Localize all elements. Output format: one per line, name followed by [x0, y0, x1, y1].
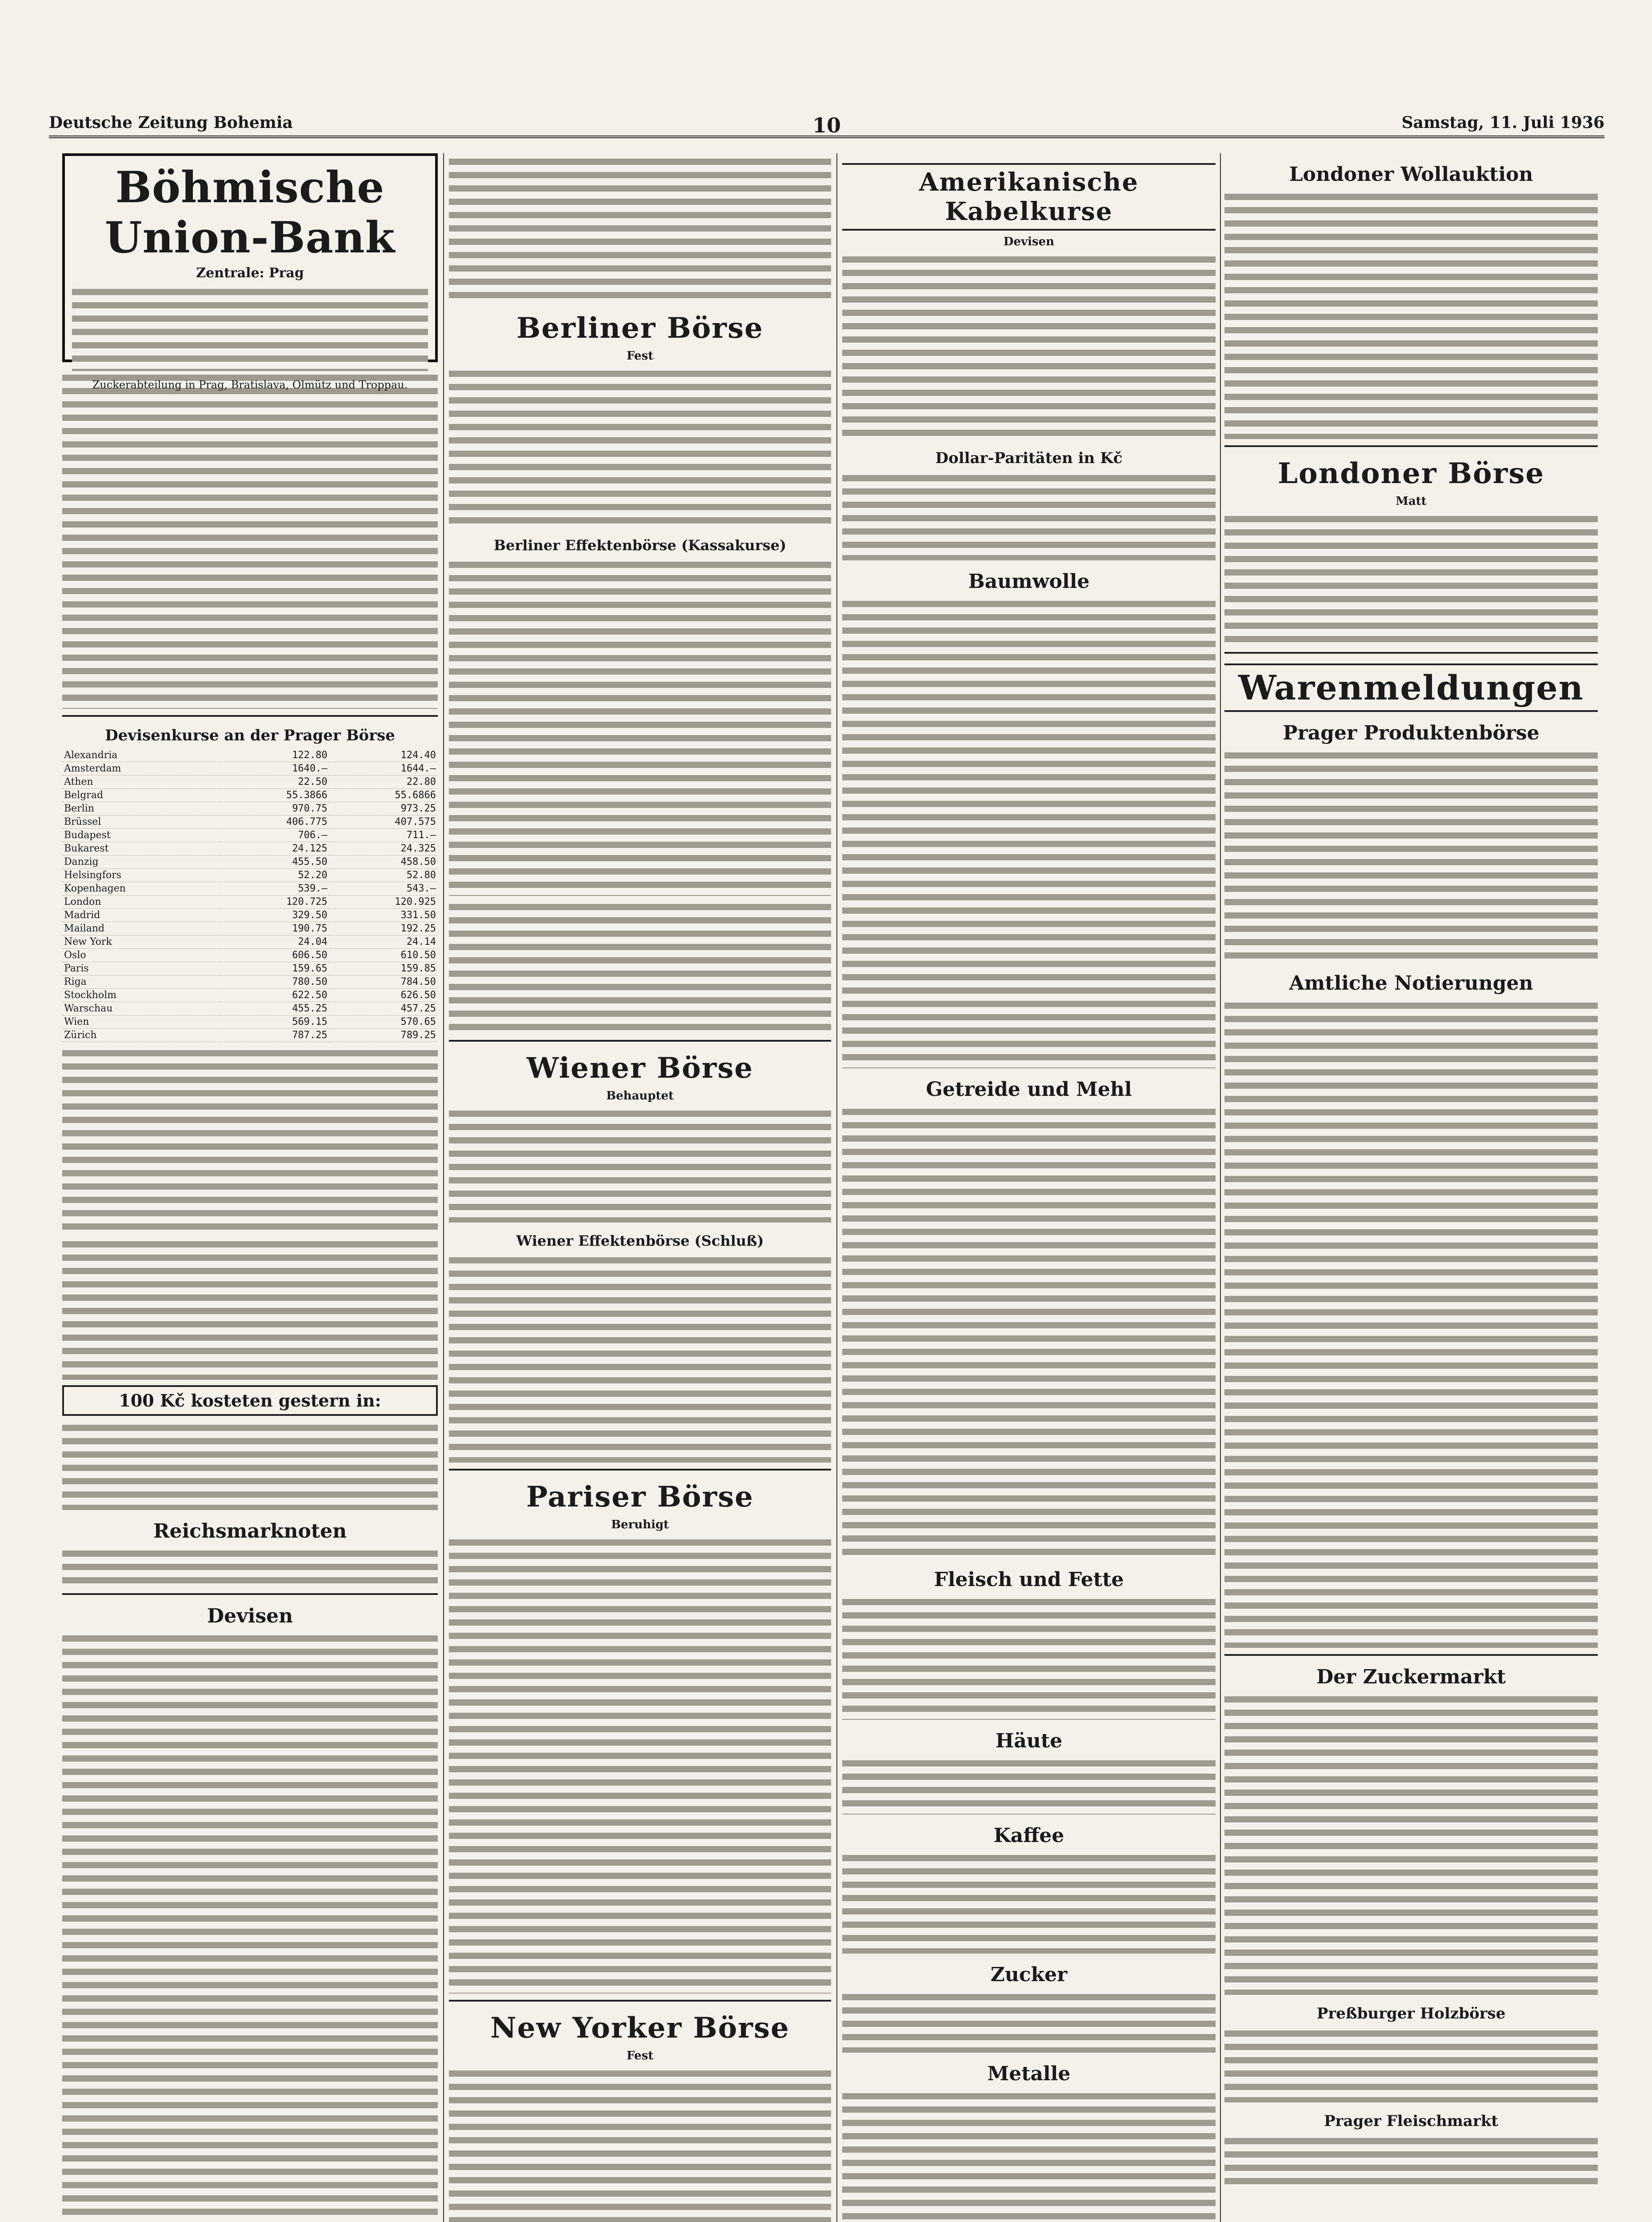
table-cell: Berlin: [62, 802, 220, 815]
metalle-text: [842, 2090, 1216, 2222]
fleischmarkt-text: [1224, 2134, 1598, 2188]
intro-text: [449, 155, 831, 302]
table-row: [62, 789, 438, 802]
table-cell: Belgrad: [62, 789, 220, 802]
table-row: [62, 895, 438, 909]
fleisch-text: [842, 1595, 1216, 1720]
wollauktion-text: [1224, 190, 1598, 439]
table-cell: 570.65: [329, 1015, 438, 1029]
bank-advertisement: [62, 153, 438, 391]
section-heading-wiener-boerse: Wiener Börse: [526, 1051, 754, 1085]
section-heading-zucker: Zucker: [990, 1963, 1068, 1986]
table-cell: 22.80: [329, 775, 438, 789]
devisen-text: [62, 1632, 438, 2222]
table-row: [62, 909, 438, 922]
getreide-text: [842, 1105, 1216, 1559]
zuckermarkt-text: [1224, 1693, 1598, 1995]
table-cell: 159.65: [220, 962, 329, 975]
bank-footer: Zuckerabteilung in Prag, Bratislava, Olmütz und Troppau.: [92, 379, 408, 391]
divider: [449, 1040, 831, 1042]
table-row: [62, 749, 438, 762]
divider: [449, 1469, 831, 1471]
table-cell: 789.25: [329, 1029, 438, 1042]
dollar-text: [842, 472, 1216, 560]
table-cell: 457.25: [329, 1002, 438, 1015]
pariser-subtitle: Beruhigt: [611, 1518, 669, 1531]
table-cell: 543.—: [329, 882, 438, 895]
table-cell: 539.—: [220, 882, 329, 895]
produkten-text: [1224, 749, 1598, 962]
issue-date: Samstag, 11. Juli 1936: [1401, 113, 1604, 132]
100kc-text: [62, 1421, 438, 1510]
table-cell: 970.75: [220, 802, 329, 815]
table-row: [62, 762, 438, 775]
table-cell: Amsterdam: [62, 762, 220, 775]
table-cell: 52.80: [329, 869, 438, 882]
table-row: [62, 922, 438, 935]
section-heading-berliner-boerse: Berliner Börse: [516, 312, 764, 345]
section-heading-reichsmarknoten: Reichsmarknoten: [153, 1520, 347, 1543]
wiener-table: [449, 1254, 831, 1463]
divider: [62, 1593, 438, 1595]
section-heading-devisen: Devisen: [207, 1605, 293, 1627]
table-cell: Brüssel: [62, 815, 220, 829]
table-cell: Alexandria: [62, 749, 220, 762]
section-heading-warenmeldungen: Warenmeldungen: [1224, 663, 1598, 712]
table-cell: 24.14: [329, 935, 438, 949]
table-cell: 159.85: [329, 962, 438, 975]
section-heading-devisenkurse: Devisenkurse an der Prager Börse: [105, 727, 395, 744]
table-cell: Danzig: [62, 855, 220, 869]
section-heading-baumwolle: Baumwolle: [968, 570, 1090, 593]
table-cell: 626.50: [329, 989, 438, 1002]
section-heading-fleischmarkt: Prager Fleischmarkt: [1324, 2112, 1498, 2130]
table-cell: Kopenhagen: [62, 882, 220, 895]
section-heading-pariser-boerse: Pariser Börse: [526, 1480, 754, 1514]
table-cell: Mailand: [62, 922, 220, 935]
column-1: [62, 153, 438, 2222]
wiener-subtitle: Behauptet: [606, 1089, 674, 1103]
divider: [1224, 445, 1598, 447]
table-cell: Budapest: [62, 829, 220, 842]
table-row: [62, 802, 438, 815]
table-cell: 787.25: [220, 1029, 329, 1042]
table-cell: 124.40: [329, 749, 438, 762]
divider: [1224, 652, 1598, 654]
table-cell: 622.50: [220, 989, 329, 1002]
section-heading-holzboerse: Preßburger Holzbörse: [1316, 2005, 1506, 2022]
section-heading-zuckermarkt: Der Zuckermarkt: [1316, 1666, 1506, 1688]
zucker-text: [842, 1990, 1216, 2053]
table-cell: New York: [62, 935, 220, 949]
kabelkurse-text: [842, 253, 1216, 440]
section-heading-dollar: Dollar-Paritäten in Kč: [935, 449, 1123, 467]
table-cell: 329.50: [220, 909, 329, 922]
section-heading-metalle: Metalle: [987, 2062, 1071, 2085]
table-cell: 711.—: [329, 829, 438, 842]
table-cell: Helsingfors: [62, 869, 220, 882]
section-heading-fleisch: Fleisch und Fette: [934, 1568, 1124, 1591]
table-cell: 22.50: [220, 775, 329, 789]
table-cell: 24.325: [329, 842, 438, 855]
kabel-subtitle: Devisen: [1003, 235, 1055, 248]
table-row: [62, 989, 438, 1002]
table-cell: 52.20: [220, 869, 329, 882]
table-row: [62, 869, 438, 882]
table-cell: Wien: [62, 1015, 220, 1029]
bank-branch-list: [72, 285, 428, 374]
table-cell: Stockholm: [62, 989, 220, 1002]
table-cell: Athen: [62, 775, 220, 789]
table-cell: 610.50: [329, 949, 438, 962]
reichsmarknoten-text: [62, 1547, 438, 1587]
table-cell: Paris: [62, 962, 220, 975]
banknoten-text: [62, 1238, 438, 1380]
section-heading-wiener-schluss: Wiener Effektenbörse (Schluß): [516, 1232, 764, 1249]
column-2: [449, 153, 831, 2222]
table-row: [62, 1015, 438, 1029]
table-cell: 569.15: [220, 1015, 329, 1029]
table-cell: Riga: [62, 975, 220, 989]
table-cell: 406.775: [220, 815, 329, 829]
divider: [1224, 1654, 1598, 1656]
pariser-text: [449, 1536, 831, 1994]
table-cell: Warschau: [62, 1002, 220, 1015]
berliner-subtitle: Fest: [626, 349, 654, 363]
table-cell: 120.925: [329, 895, 438, 909]
column-3: [842, 153, 1216, 2222]
table-cell: Zürich: [62, 1029, 220, 1042]
table-cell: 455.50: [220, 855, 329, 869]
banknoten-table: [62, 1047, 438, 1233]
section-heading-produktenboerse: Prager Produktenbörse: [1283, 722, 1540, 744]
bank-name: Böhmische Union-Bank: [104, 162, 396, 263]
bank-subtitle: Zentrale: Prag: [196, 265, 304, 281]
table-row: [62, 975, 438, 989]
section-heading-haeute: Häute: [995, 1730, 1063, 1752]
notierungen-table: [1224, 999, 1598, 1648]
table-row: [62, 935, 438, 949]
baumwolle-text: [842, 597, 1216, 1068]
column-4: [1224, 153, 1598, 2222]
table-row: [62, 1029, 438, 1042]
table-cell: 973.25: [329, 802, 438, 815]
newyorker-text: [449, 2067, 831, 2222]
haeute-text: [842, 1757, 1216, 1814]
londoner-text: [1224, 512, 1598, 646]
table-row: [62, 1002, 438, 1015]
table-cell: 1640.—: [220, 762, 329, 775]
table-row: [62, 842, 438, 855]
staatsanleihen-text: [62, 371, 438, 709]
table-cell: 24.04: [220, 935, 329, 949]
table-cell: 458.50: [329, 855, 438, 869]
table-row: [62, 949, 438, 962]
section-heading-effekten: Berliner Effektenbörse (Kassakurse): [493, 537, 787, 554]
newyorker-subtitle: Fest: [626, 2049, 654, 2062]
table-cell: 606.50: [220, 949, 329, 962]
table-cell: 190.75: [220, 922, 329, 935]
holz-text: [1224, 2027, 1598, 2102]
effekten-table: [449, 558, 831, 896]
table-row: [62, 962, 438, 975]
table-cell: 120.725: [220, 895, 329, 909]
kaffee-text: [842, 1851, 1216, 1954]
table-row: [62, 815, 438, 829]
berliner-text: [449, 367, 831, 527]
table-cell: Oslo: [62, 949, 220, 962]
table-row: [62, 855, 438, 869]
table-cell: 784.50: [329, 975, 438, 989]
table-cell: 122.80: [220, 749, 329, 762]
column-rule: [836, 153, 837, 2222]
table-row: [62, 775, 438, 789]
section-heading-new-yorker-boerse: New Yorker Börse: [490, 2011, 790, 2045]
divider: [449, 2000, 831, 2002]
section-heading-amtliche-notierungen: Amtliche Notierungen: [1289, 972, 1533, 995]
table-cell: 455.25: [220, 1002, 329, 1015]
page-number: 10: [812, 113, 841, 137]
column-rule: [443, 153, 444, 2222]
box-100-kc: 100 Kč kosteten gestern in:: [62, 1385, 438, 1416]
newspaper-name: Deutsche Zeitung Bohemia: [49, 113, 293, 132]
table-cell: 1644.—: [329, 762, 438, 775]
table-cell: 55.6866: [329, 789, 438, 802]
devisen-table: [62, 749, 438, 1042]
anlagewerte-text: [449, 900, 831, 1034]
table-row: [62, 829, 438, 842]
table-cell: Madrid: [62, 909, 220, 922]
table-row: [62, 882, 438, 895]
section-heading-kabelkurse: Amerikanische Kabelkurse: [842, 163, 1216, 231]
table-cell: 407.575: [329, 815, 438, 829]
table-cell: 780.50: [220, 975, 329, 989]
wiener-text: [449, 1107, 831, 1223]
londoner-subtitle: Matt: [1396, 495, 1427, 508]
table-cell: 24.125: [220, 842, 329, 855]
table-cell: 192.25: [329, 922, 438, 935]
table-cell: 55.3866: [220, 789, 329, 802]
column-rule: [1220, 153, 1221, 2222]
section-heading-wollauktion: Londoner Wollauktion: [1289, 163, 1533, 186]
page-header: [49, 113, 1604, 138]
section-heading-londoner-boerse: Londoner Börse: [1277, 457, 1545, 490]
section-heading-kaffee: Kaffee: [993, 1824, 1064, 1847]
divider: [62, 715, 438, 717]
section-heading-getreide: Getreide und Mehl: [926, 1078, 1132, 1101]
table-cell: Bukarest: [62, 842, 220, 855]
table-cell: 706.—: [220, 829, 329, 842]
table-cell: London: [62, 895, 220, 909]
table-cell: 331.50: [329, 909, 438, 922]
